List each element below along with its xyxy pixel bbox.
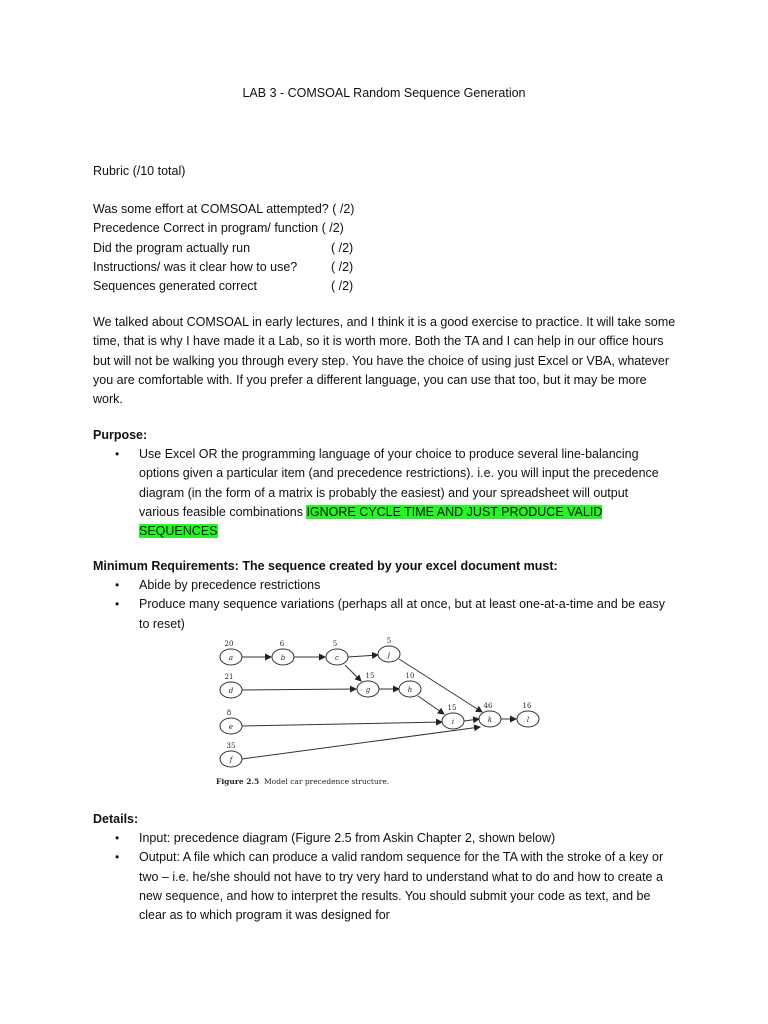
rubric-list: [93, 200, 683, 296]
rubric-section: [93, 162, 683, 181]
node-label: k: [487, 716, 493, 724]
bullet-icon: •: [115, 447, 120, 461]
purpose-item: [93, 445, 668, 541]
details-item: [93, 848, 668, 925]
document-title: LAB 3 - COMSOAL Random Sequence Generation: [242, 86, 526, 100]
purpose-text: Use Excel OR the programming language of your choice to produce several line-balancing options given a particular item (and precedence restrictions). i.e. you will input the precedence diagram (in the form of a matrix is probably the easiest) and your spreadsheet will output various feasible combinations: [139, 447, 659, 519]
rubric-question: Instructions/ was it clear how to use?: [93, 259, 298, 274]
purpose-heading: Purpose:: [93, 428, 148, 442]
caption-text: Model car precedence structure.: [264, 777, 390, 786]
node-label: i: [451, 718, 455, 726]
node-label: c: [335, 654, 339, 662]
rubric-item: [93, 219, 683, 238]
requirement-text: Produce many sequence variations (perhaps all at once, but at least one-at-a-time and be easy to reset): [139, 597, 666, 631]
node-label: g: [365, 686, 371, 694]
rubric-score: ( /2): [331, 240, 354, 255]
requirement-item: [93, 576, 668, 595]
node-time: 21: [224, 673, 234, 681]
node-label: a: [228, 654, 234, 662]
details-text: A file which can produce a valid random sequence for the TA with the stroke of a key or two – i.e. he/she should not have to try very hard to understand what to do and how to create a new sequence, and how to interpret the results. You should submit your code as text, and be clear as to which program it was designed for: [139, 850, 664, 923]
node-time: 6: [279, 640, 285, 648]
edge-d-g: [242, 689, 356, 690]
details-label: Input:: [139, 831, 171, 845]
node-label: j: [387, 651, 391, 659]
figure-caption: [216, 777, 389, 786]
diagram-edges: [242, 655, 516, 759]
details-text: precedence diagram (Figure 2.5 from Askin Chapter 2, shown below): [170, 831, 556, 845]
edge-i-k: [464, 719, 479, 721]
node-time: 15: [447, 704, 457, 712]
purpose-list: [93, 445, 668, 541]
details-item: [93, 829, 668, 848]
bullet-icon: •: [115, 597, 120, 612]
rubric-item: [93, 200, 683, 219]
node-time: 8: [226, 709, 232, 717]
intro-paragraph: We talked about COMSOAL in early lectures, and I think it is a good exercise to practice. It will take some time, that is why I have made it a Lab, so it is worth more. Both the TA and I can help in our office hours but will not be walking you through every step. You have the choice of using just Excel or VBA, whatever you are comfortable with. If you prefer a different language, you can use that too, but it may be more work.: [93, 315, 676, 407]
rubric-question: Precedence Correct in program/ function ( /2): [93, 221, 344, 236]
bullet-icon: •: [115, 850, 120, 865]
details-label: Output:: [139, 850, 180, 865]
edge-c-j: [348, 655, 378, 657]
edge-f-k: [242, 727, 480, 759]
node-label: d: [228, 687, 234, 695]
node-time: 15: [365, 672, 375, 680]
node-time: 10: [405, 672, 415, 680]
node-time: 20: [224, 640, 234, 648]
rubric-item: [93, 277, 683, 296]
rubric-score: ( /2): [331, 279, 354, 294]
node-label: b: [280, 654, 286, 662]
precedence-diagram-figure: [212, 634, 552, 794]
node-label: l: [526, 716, 530, 724]
edge-h-i: [418, 696, 444, 714]
rubric-item: [93, 239, 683, 258]
precedence-diagram: [212, 634, 552, 794]
node-time: 5: [332, 640, 338, 648]
requirement-text: Abide by precedence restrictions: [139, 578, 321, 592]
rubric-heading: Rubric (/10 total): [93, 164, 186, 178]
requirements-list: [93, 576, 668, 634]
bullet-icon: •: [115, 831, 120, 845]
rubric-question: Did the program actually run: [93, 240, 251, 255]
caption-number: Figure 2.5: [216, 777, 260, 786]
details-list: [93, 829, 668, 925]
node-time: 46: [483, 702, 493, 710]
edge-e-i: [242, 722, 442, 726]
rubric-item: [93, 258, 683, 277]
node-label: h: [407, 686, 413, 694]
rubric-question: Sequences generated correct: [93, 279, 257, 294]
bullet-icon: •: [115, 578, 120, 592]
rubric-score: ( /2): [331, 259, 354, 274]
rubric-question: Was some effort at COMSOAL attempted? ( /2): [93, 202, 355, 216]
node-label: f: [229, 756, 233, 764]
node-label: e: [228, 723, 234, 731]
requirement-item: [93, 595, 668, 634]
requirements-heading: Minimum Requirements: The sequence created by your excel document must:: [93, 559, 558, 573]
node-time: 35: [226, 742, 236, 750]
details-heading: Details:: [93, 812, 139, 826]
node-time: 5: [386, 637, 392, 645]
edge-c-g: [345, 665, 361, 681]
purpose-highlight: IGNORE CYCLE TIME AND JUST PRODUCE VALID SEQUENCES: [139, 504, 603, 539]
node-time: 16: [522, 702, 532, 710]
